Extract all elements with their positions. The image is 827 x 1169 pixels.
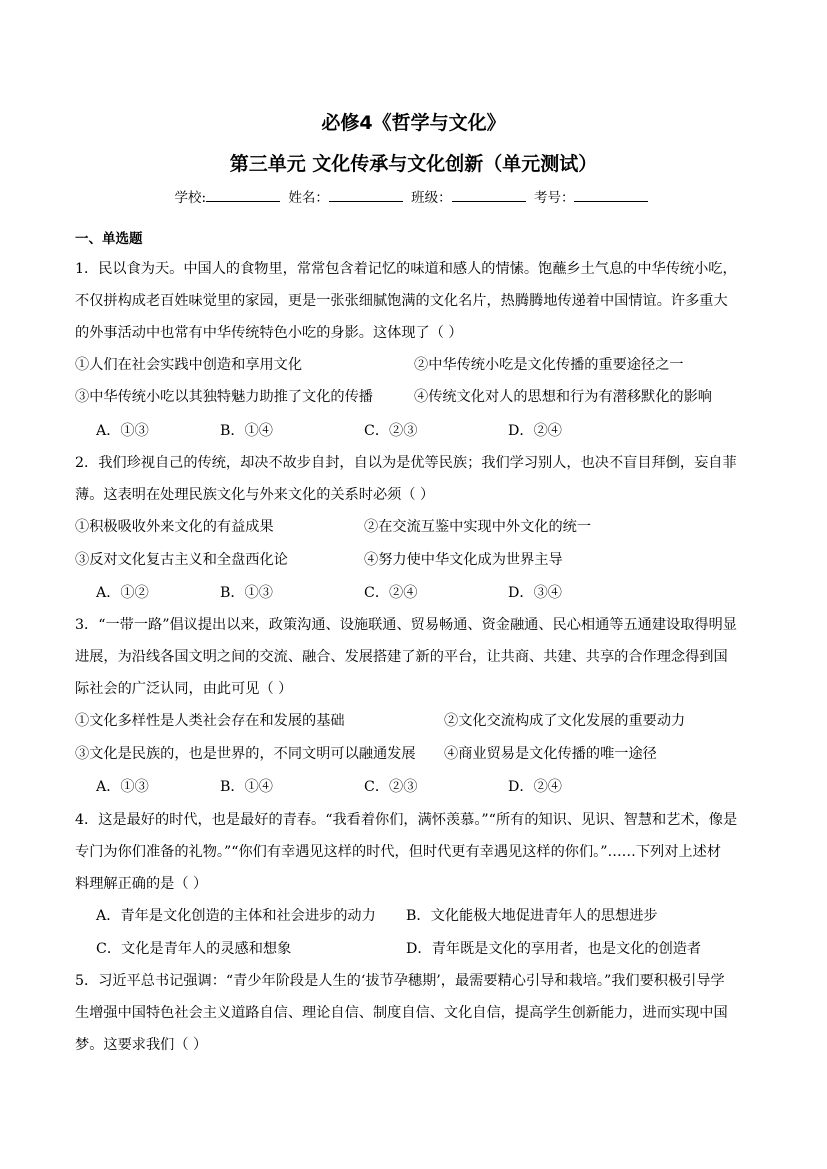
q2-statement: ④努力使中华文化成为世界主导: [364, 552, 563, 568]
q2-statement: ③反对文化复古主义和全盘西化论: [75, 552, 288, 568]
q4-option-b: B．文化能极大地促进青年人的思想进步: [406, 908, 658, 924]
student-info-row: [0, 186, 827, 206]
q3-statement: ④商业贸易是文化传播的唯一途径: [444, 746, 657, 762]
q3-option-d: D．②④: [508, 779, 562, 795]
q1-statement: ④传统文化对人的思想和行为有潜移默化的影响: [414, 389, 712, 405]
q1-statement: ②中华传统小吃是文化传播的重要途径之一: [414, 357, 684, 373]
q4-line: 料理解正确的是（ ）: [75, 876, 208, 892]
class-blank: [452, 189, 526, 202]
q4-option-c: C．文化是青年人的灵感和想象: [96, 941, 292, 957]
q1-line: 不仅拼构成老百姓味觉里的家园，更是一张张细腻饱满的文化名片，热腾腾地传递着中国情谊。许多重大: [75, 293, 728, 309]
page-title: 必修4《哲学与文化》: [321, 112, 506, 134]
q2-option-d: D．③④: [508, 585, 562, 601]
q1-line: 的外事活动中也常有中华传统特色小吃的身影。这体现了（ ）: [75, 325, 463, 341]
q3-option-c: C．②③: [364, 779, 418, 795]
q1-line: 1．民以食为天。中国人的食物里，常常包含着记忆的味道和感人的情愫。饱蘸乡土气息的中华传统小吃，: [75, 261, 737, 277]
q3-statement: ③文化是民族的，也是世界的，不同文明可以融通发展: [75, 746, 416, 762]
school-label: 学校:: [174, 190, 207, 206]
q4-option-d: D．青年既是文化的享用者，也是文化的创造者: [406, 941, 702, 957]
page-subtitle: 第三单元 文化传承与文化创新（单元测试）: [229, 153, 598, 175]
q4-line: 专门为你们准备的礼物。”“你们有幸遇见这样的时代，但时代更有幸遇见这样的你们。”……下列对上述材: [75, 844, 721, 860]
q4-line: 4．这是最好的时代，也是最好的青春。“我看着你们，满怀羡慕。”“所有的知识、见识、智慧和艺术，像是: [75, 812, 738, 828]
q5-line: 梦。这要求我们（ ）: [75, 1037, 208, 1053]
q3-option-a: A．①③: [96, 779, 149, 795]
q5-line: 5．习近平总书记强调：“青少年阶段是人生的‘拔节孕穗期’，最需要精心引导和栽培。”我们要积极引导学: [75, 973, 725, 989]
q3-line: 际社会的广泛认同，由此可见（ ）: [75, 681, 293, 697]
class-label: 班级：: [411, 190, 452, 206]
q3-line: 3．“一带一路”倡议提出以来，政策沟通、设施联通、贸易畅通、资金融通、民心相通等五通建设取得明显: [75, 617, 737, 633]
q3-statement: ②文化交流构成了文化发展的重要动力: [444, 713, 686, 729]
q2-line: 2．我们珍视自己的传统，却决不故步自封，自以为是优等民族；我们学习别人，也决不盲目拜倒，妄自菲: [75, 455, 737, 471]
exam-number-label: 考号：: [533, 190, 575, 206]
q3-option-b: B．①④: [220, 779, 273, 795]
school-blank: [206, 189, 280, 202]
q2-option-b: B．①③: [220, 585, 273, 601]
q2-option-c: C．②④: [364, 585, 418, 601]
q1-option-d: D．②④: [508, 423, 562, 439]
q2-option-a: A．①②: [96, 585, 149, 601]
name-blank: [329, 189, 403, 202]
q3-statement: ①文化多样性是人类社会存在和发展的基础: [75, 713, 345, 729]
q2-statement: ①积极吸收外来文化的有益成果: [75, 519, 274, 535]
q1-option-c: C．②③: [364, 423, 418, 439]
q5-line: 生增强中国特色社会主义道路自信、理论自信、制度自信、文化自信，提高学生创新能力，进而实现中国: [75, 1005, 728, 1021]
q1-statement: ③中华传统小吃以其独特魅力助推了文化的传播: [75, 389, 373, 405]
section-title: 一、单选题: [75, 231, 143, 247]
q1-option-b: B．①④: [220, 423, 273, 439]
exam-number-blank: [574, 189, 648, 202]
q3-line: 进展，为沿线各国文明之间的交流、融合、发展搭建了新的平台，让共商、共建、共享的合作理念得到国: [75, 649, 728, 665]
q4-option-a: A．青年是文化创造的主体和社会进步的动力: [96, 908, 376, 924]
q1-statement: ①人们在社会实践中创造和享用文化: [75, 357, 303, 373]
name-label: 姓名：: [288, 190, 329, 206]
q2-line: 薄。这表明在处理民族文化与外来文化的关系时必须（ ）: [75, 487, 435, 503]
q2-statement: ②在交流互鉴中实现中外文化的统一: [364, 519, 592, 535]
q1-option-a: A．①③: [96, 423, 149, 439]
